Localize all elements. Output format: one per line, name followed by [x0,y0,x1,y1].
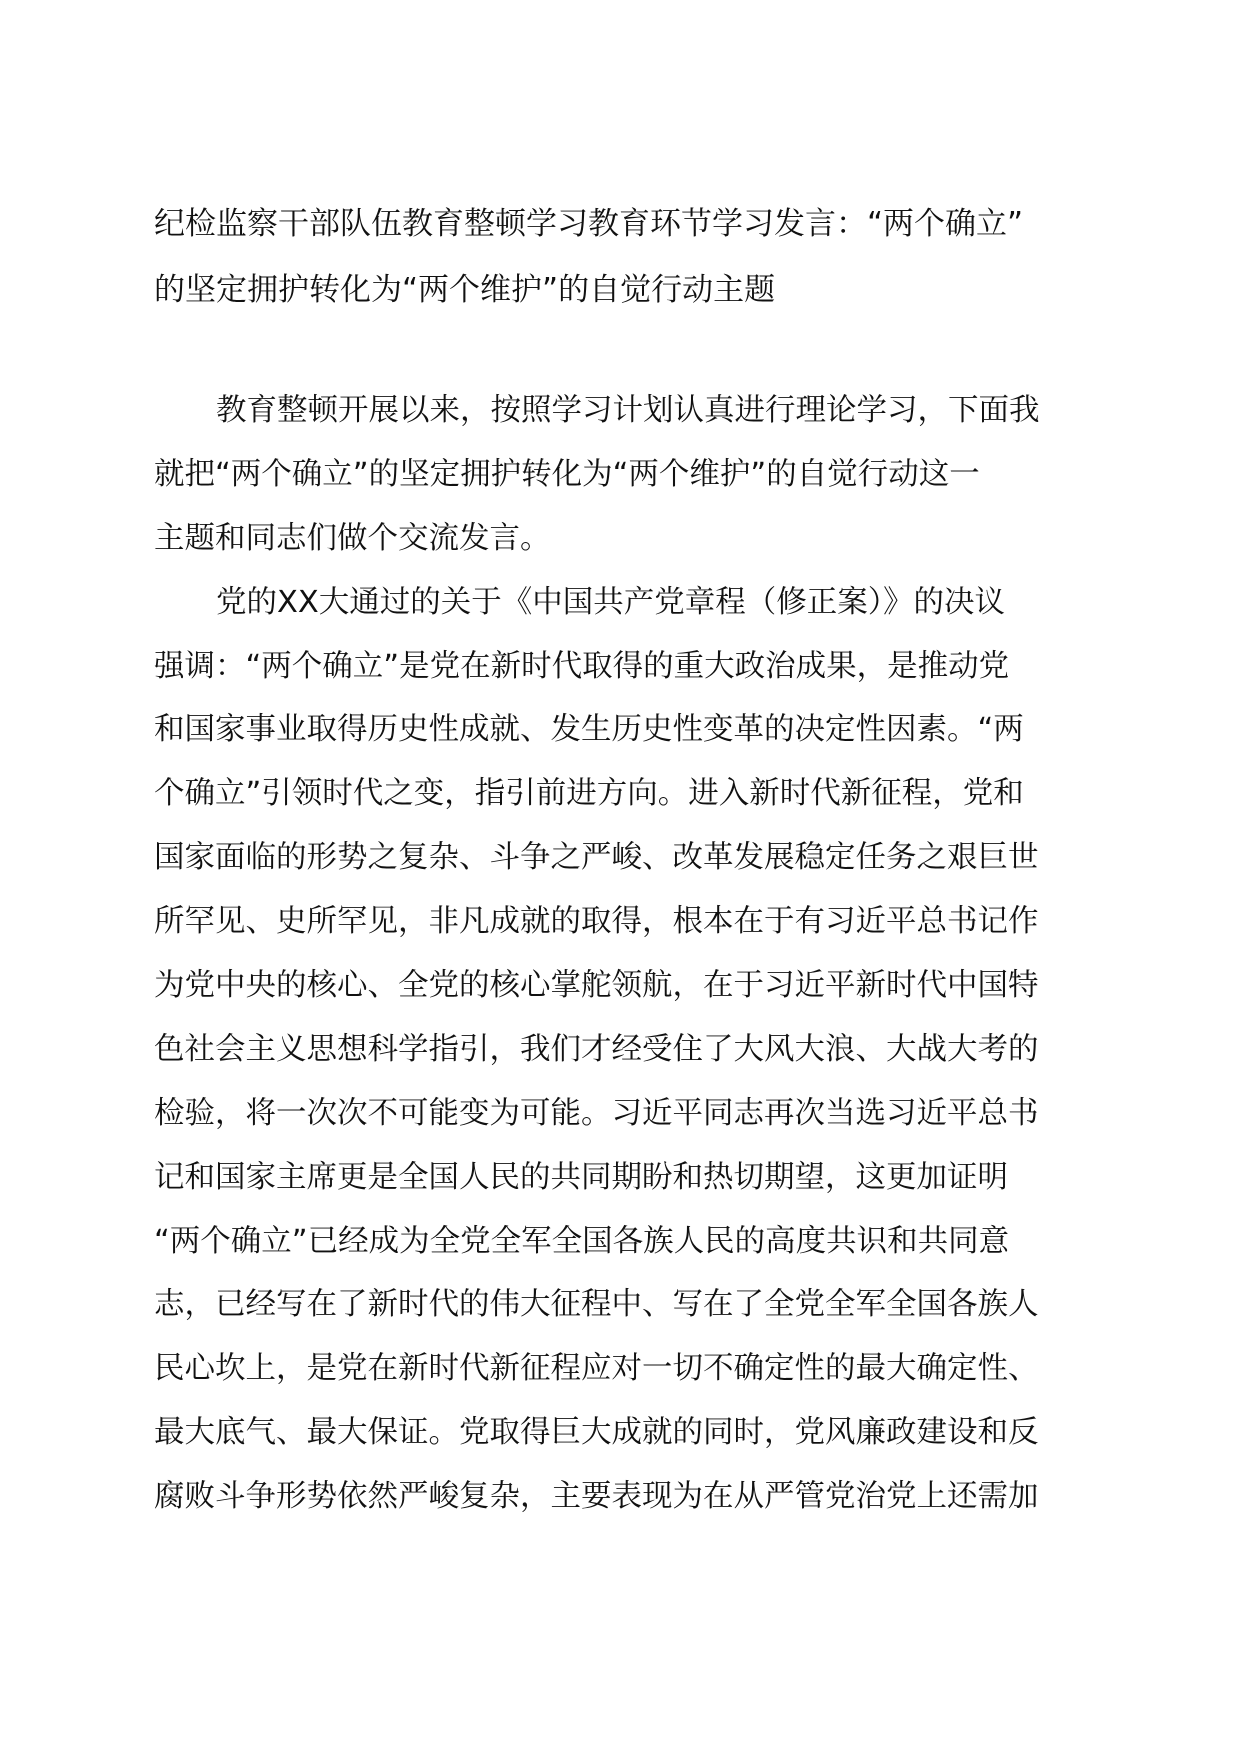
text-line: 强调：“两个确立”是党在新时代取得的重大政治成果，是推动党 [154,648,1010,684]
text-line: 色社会主义思想科学指引，我们才经受住了大风大浪、大战大考的 [154,1031,1039,1067]
text-line: 主题和同志们做个交流发言。 [154,520,551,556]
text-line: 教育整顿开展以来，按照学习计划认真进行理论学习，下面我 [216,393,1040,428]
paragraph-1 [154,379,1094,571]
text-line: 最大底气、最大保证。党取得巨大成就的同时，党风廉政建设和反 [154,1415,1039,1451]
text-line: 个确立”引领时代之变，指引前进方向。进入新时代新征程，党和 [154,776,1024,812]
text-line: 记和国家主席更是全国人民的共同期盼和热切期望，这更加证明 [154,1159,1008,1195]
text-line: 就把“两个确立”的坚定拥护转化为“两个维护”的自觉行动这一 [154,456,980,492]
text-line: 为党中央的核心、全党的核心掌舵领航，在于习近平新时代中国特 [154,968,1039,1004]
document-title [154,191,1094,323]
text-line: 民心坎上，是党在新时代新征程应对一切不确定性的最大确定性、 [154,1351,1039,1387]
title-line: 纪检监察干部队伍教育整顿学习教育环节学习发言：“两个确立” [154,206,1024,242]
text-line: 所罕见、史所罕见，非凡成就的取得，根本在于有习近平总书记作 [154,904,1039,940]
title-line: 的坚定拥护转化为“两个维护”的自觉行动主题 [154,272,776,308]
text-line: 国家面临的形势之复杂、斗争之严峻、改革发展稳定任务之艰巨世 [154,840,1039,876]
paragraph-2 [154,571,1094,1529]
text-line: 检验，将一次次不可能变为可能。习近平同志再次当选习近平总书 [154,1095,1039,1131]
text-line: “两个确立”已经成为全党全军全国各族人民的高度共识和共同意 [154,1223,1010,1259]
text-line: 和国家事业取得历史性成就、发生历史性变革的决定性因素。“两 [154,712,1024,748]
text-line: 腐败斗争形势依然严峻复杂，主要表现为在从严管党治党上还需加 [154,1479,1039,1515]
document-body [154,379,1094,1529]
text-line: 党的XX大通过的关于《中国共产党章程（修正案）》的决议 [216,584,1006,620]
text-line: 志，已经写在了新时代的伟大征程中、写在了全党全军全国各族人 [154,1287,1039,1323]
